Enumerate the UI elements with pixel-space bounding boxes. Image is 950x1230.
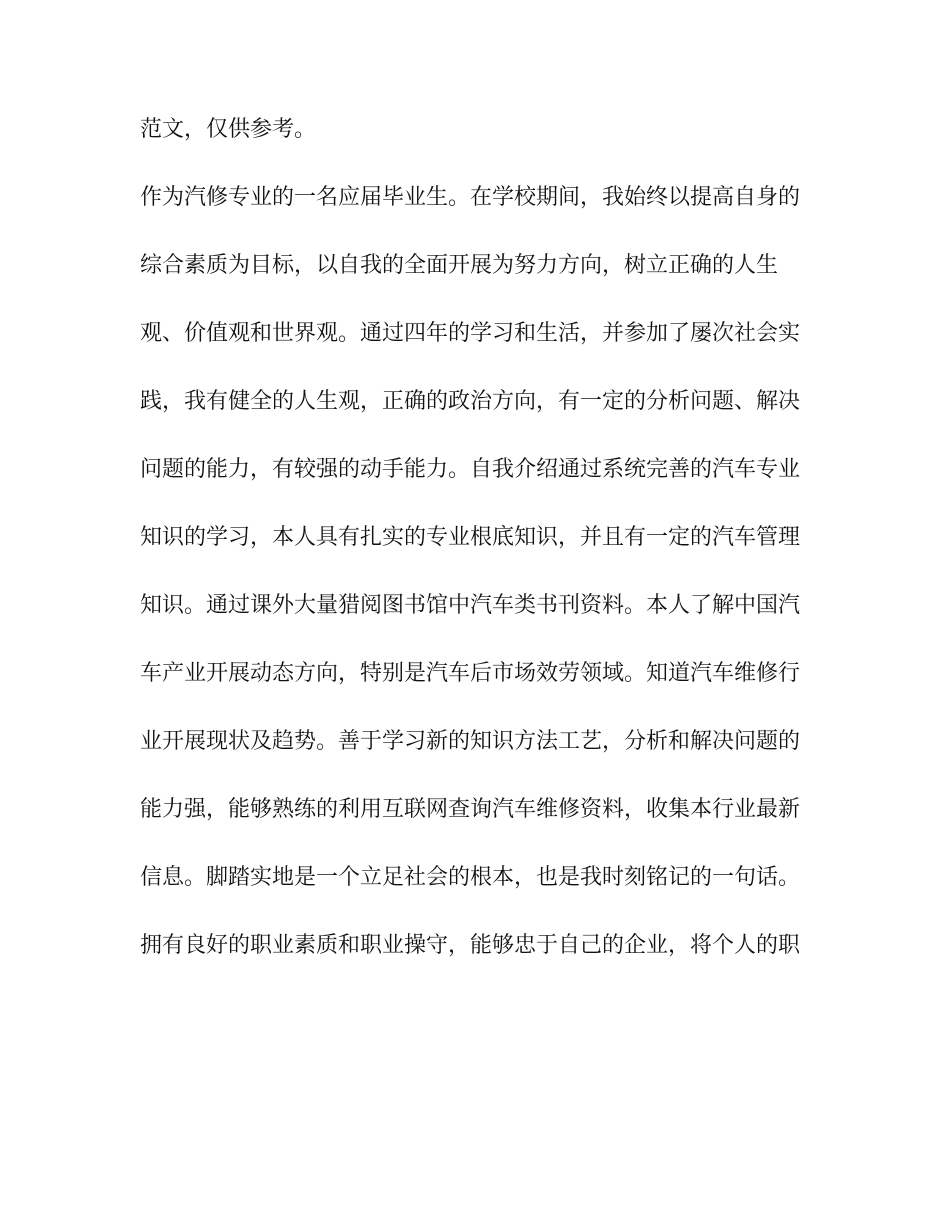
text-line: 能力强，能够熟练的利用互联网查询汽车维修资料，收集本行业最新 [140,797,801,822]
text-line: 综合素质为目标，以自我的全面开展为努力方向，树立正确的人生 [140,253,779,278]
text-line: 车产业开展动态方向，特别是汽车后市场效劳领域。知道汽车维修行 [140,661,801,686]
text-line: 拥有良好的职业素质和职业操守，能够忠于自己的企业，将个人的职 [140,933,801,958]
text-line: 践，我有健全的人生观，正确的政治方向，有一定的分析问题、解决 [140,389,801,414]
text-line: 作为汽修专业的一名应届毕业生。在学校期间，我始终以提高自身的 [140,185,801,210]
text-line: 范文，仅供参考。 [140,117,317,142]
text-line: 信息。脚踏实地是一个立足社会的根本，也是我时刻铭记的一句话。 [140,865,801,890]
text-line: 观、价值观和世界观。通过四年的学习和生活，并参加了屡次社会实 [140,321,801,346]
body-text [140,110,820,994]
text-line: 问题的能力，有较强的动手能力。自我介绍通过系统完善的汽车专业 [140,457,801,482]
text-line: 知识的学习，本人具有扎实的专业根底知识，并且有一定的汽车管理 [140,525,801,550]
text-line: 知识。通过课外大量猎阅图书馆中汽车类书刊资料。本人了解中国汽 [140,593,801,618]
text-line: 业开展现状及趋势。善于学习新的知识方法工艺，分析和解决问题的 [140,729,801,754]
